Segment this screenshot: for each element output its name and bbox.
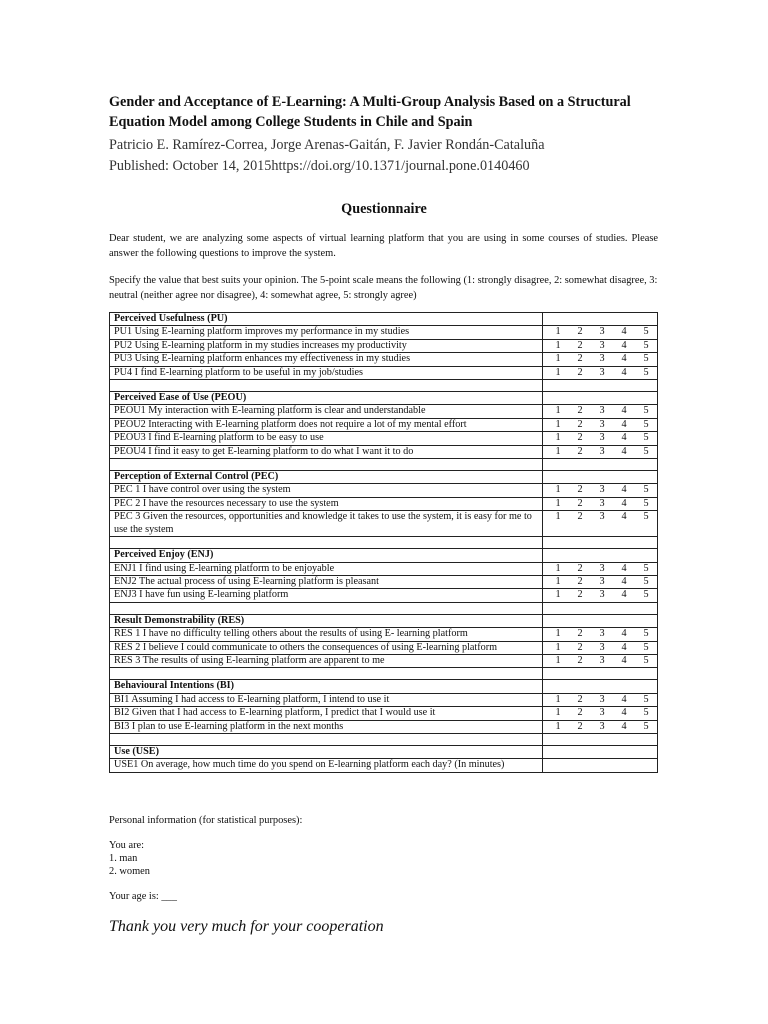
rating-scale — [543, 326, 658, 339]
scale-option-1[interactable]: 1 — [555, 484, 561, 496]
scale-option-2[interactable]: 2 — [577, 326, 583, 338]
scale-option-5[interactable]: 5 — [643, 720, 649, 732]
scale-option-1[interactable]: 1 — [555, 641, 561, 653]
question-row — [110, 432, 658, 445]
section-scale-cell — [543, 392, 658, 405]
scale-option-5[interactable]: 5 — [643, 418, 649, 430]
scale-option-5[interactable]: 5 — [643, 641, 649, 653]
scale-option-2[interactable]: 2 — [577, 353, 583, 365]
scale-option-2[interactable]: 2 — [577, 405, 583, 417]
scale-option-5[interactable]: 5 — [643, 707, 649, 719]
question-text: RES 3 The results of using E-learning platform are apparent to me — [110, 654, 543, 667]
section-scale-cell — [543, 549, 658, 562]
scale-option-2[interactable]: 2 — [577, 418, 583, 430]
rating-scale — [543, 445, 658, 458]
rating-scale — [543, 562, 658, 575]
scale-option-1[interactable]: 1 — [555, 693, 561, 705]
question-text: RES 1 I have no difficulty telling others about the results of using E- learning platform — [110, 628, 543, 641]
scale-option-1[interactable]: 1 — [555, 720, 561, 732]
section-scale-cell — [543, 680, 658, 693]
rating-scale — [543, 497, 658, 510]
section-heading: Perceived Ease of Use (PEOU) — [110, 392, 543, 405]
scale-option-2[interactable]: 2 — [577, 693, 583, 705]
section-scale-cell — [543, 313, 658, 326]
question-text: ENJ1 I find using E-learning platform to be enjoyable — [110, 562, 543, 575]
spacer-cell — [543, 733, 658, 745]
scale-option-2[interactable]: 2 — [577, 432, 583, 444]
rating-scale — [543, 654, 658, 667]
scale-option-1[interactable]: 1 — [555, 366, 561, 378]
section-header-row — [110, 680, 658, 693]
question-row — [110, 641, 658, 654]
question-text: PU2 Using E-learning platform in my studies increases my productivity — [110, 339, 543, 352]
rating-scale — [543, 353, 658, 366]
scale-option-4[interactable]: 4 — [621, 511, 627, 523]
option-women: 2. women — [109, 866, 150, 877]
scale-option-4[interactable]: 4 — [621, 353, 627, 365]
spacer-cell — [110, 380, 543, 392]
rating-scale — [543, 720, 658, 733]
spacer-cell — [110, 733, 543, 745]
question-text: PEOU1 My interaction with E-learning platform is clear and understandable — [110, 405, 543, 418]
scale-option-4[interactable]: 4 — [621, 418, 627, 430]
scale-option-2[interactable]: 2 — [577, 654, 583, 666]
scale-option-1[interactable]: 1 — [555, 707, 561, 719]
spacer-row — [110, 537, 658, 549]
section-heading: Result Demonstrability (RES) — [110, 614, 543, 627]
question-row — [110, 511, 658, 537]
scale-option-5[interactable]: 5 — [643, 432, 649, 444]
scale-option-2[interactable]: 2 — [577, 575, 583, 587]
scale-option-5[interactable]: 5 — [643, 562, 649, 574]
rating-scale — [543, 484, 658, 497]
section-header-row — [110, 313, 658, 326]
questionnaire-table — [109, 312, 658, 773]
authors-line: Patricio E. Ramírez-Correa, Jorge Arenas-Gaitán, F. Javier Rondán-Cataluña — [109, 137, 545, 153]
question-row — [110, 484, 658, 497]
scale-option-1[interactable]: 1 — [555, 654, 561, 666]
scale-option-2[interactable]: 2 — [577, 484, 583, 496]
scale-option-2[interactable]: 2 — [577, 511, 583, 523]
scale-option-3[interactable]: 3 — [599, 432, 605, 444]
scale-option-1[interactable]: 1 — [555, 575, 561, 587]
section-header-row — [110, 614, 658, 627]
scale-option-4[interactable]: 4 — [621, 445, 627, 457]
question-row — [110, 628, 658, 641]
scale-option-2[interactable]: 2 — [577, 641, 583, 653]
scale-option-4[interactable]: 4 — [621, 720, 627, 732]
scale-option-3[interactable]: 3 — [599, 720, 605, 732]
option-man: 1. man — [109, 853, 138, 864]
scale-option-2[interactable]: 2 — [577, 589, 583, 601]
intro-paragraph: Dear student, we are analyzing some aspects of virtual learning platform that you are using in some courses of studies. Please answer the following questions to improve the system. — [109, 233, 658, 259]
scale-option-4[interactable]: 4 — [621, 339, 627, 351]
scale-option-3[interactable]: 3 — [599, 353, 605, 365]
rating-scale — [543, 575, 658, 588]
scale-option-3[interactable]: 3 — [599, 628, 605, 640]
spacer-cell — [543, 668, 658, 680]
question-row — [110, 366, 658, 379]
scale-option-3[interactable]: 3 — [599, 405, 605, 417]
document-title: Gender and Acceptance of E-Learning: A Multi-Group Analysis Based on a Structural Equation Model among College Students in Chile and Spain — [109, 94, 631, 130]
scale-option-1[interactable]: 1 — [555, 326, 561, 338]
scale-option-1[interactable]: 1 — [555, 589, 561, 601]
question-text: PEC 2 I have the resources necessary to use the system — [110, 497, 543, 510]
scale-option-4[interactable]: 4 — [621, 405, 627, 417]
section-header-row — [110, 745, 658, 758]
you-are-label: You are: — [109, 840, 145, 851]
section-heading: Behavioural Intentions (BI) — [110, 680, 543, 693]
spacer-cell — [110, 537, 543, 549]
scale-option-4[interactable]: 4 — [621, 707, 627, 719]
question-text: PU3 Using E-learning platform enhances my effectiveness in my studies — [110, 353, 543, 366]
scale-option-4[interactable]: 4 — [621, 575, 627, 587]
scale-option-3[interactable]: 3 — [599, 366, 605, 378]
scale-option-1[interactable]: 1 — [555, 418, 561, 430]
spacer-row — [110, 602, 658, 614]
scale-option-1[interactable]: 1 — [555, 405, 561, 417]
scale-option-5[interactable]: 5 — [643, 339, 649, 351]
question-row — [110, 445, 658, 458]
scale-option-5[interactable]: 5 — [643, 366, 649, 378]
scale-option-2[interactable]: 2 — [577, 497, 583, 509]
scale-option-2[interactable]: 2 — [577, 707, 583, 719]
question-row — [110, 497, 658, 510]
scale-option-5[interactable]: 5 — [643, 405, 649, 417]
question-row — [110, 353, 658, 366]
scale-option-5[interactable]: 5 — [643, 497, 649, 509]
question-row — [110, 707, 658, 720]
spacer-cell — [543, 602, 658, 614]
scale-option-5[interactable]: 5 — [643, 575, 649, 587]
thanks-message: Thank you very much for your cooperation — [109, 918, 384, 935]
scale-option-5[interactable]: 5 — [643, 628, 649, 640]
question-row — [110, 720, 658, 733]
rating-scale — [543, 759, 658, 772]
section-header-row — [110, 549, 658, 562]
scale-option-3[interactable]: 3 — [599, 484, 605, 496]
scale-option-1[interactable]: 1 — [555, 511, 561, 523]
question-text: PU4 I find E-learning platform to be useful in my job/studies — [110, 366, 543, 379]
section-heading: Perception of External Control (PEC) — [110, 471, 543, 484]
question-text: PEC 3 Given the resources, opportunities and knowledge it takes to use the system, it is easy for me to use the system — [110, 511, 543, 537]
scale-option-5[interactable]: 5 — [643, 693, 649, 705]
age-field: Your age is: ___ — [109, 891, 177, 902]
scale-option-5[interactable]: 5 — [643, 353, 649, 365]
section-header-row — [110, 471, 658, 484]
personal-info-label: Personal information (for statistical purposes): — [109, 815, 303, 826]
question-row — [110, 405, 658, 418]
spacer-cell — [543, 537, 658, 549]
rating-scale — [543, 339, 658, 352]
rating-scale — [543, 432, 658, 445]
scale-option-1[interactable]: 1 — [555, 497, 561, 509]
scale-option-3[interactable]: 3 — [599, 326, 605, 338]
scale-option-4[interactable]: 4 — [621, 366, 627, 378]
scale-option-3[interactable]: 3 — [599, 562, 605, 574]
section-scale-cell — [543, 614, 658, 627]
scale-option-5[interactable]: 5 — [643, 654, 649, 666]
scale-option-4[interactable]: 4 — [621, 432, 627, 444]
scale-option-4[interactable]: 4 — [621, 654, 627, 666]
scale-option-2[interactable]: 2 — [577, 445, 583, 457]
rating-scale — [543, 628, 658, 641]
scale-option-5[interactable]: 5 — [643, 484, 649, 496]
scale-option-5[interactable]: 5 — [643, 445, 649, 457]
question-text: PEC 1 I have control over using the system — [110, 484, 543, 497]
rating-scale — [543, 641, 658, 654]
scale-option-2[interactable]: 2 — [577, 628, 583, 640]
spacer-row — [110, 459, 658, 471]
instructions-paragraph: Specify the value that best suits your opinion. The 5-point scale means the following (1: strongly disagree, 2: somewhat disagree, 3: neutral (neither agree nor disagree), 4: somewhat agree, 5: strongly agree) — [109, 275, 658, 301]
spacer-cell — [110, 668, 543, 680]
question-text: BI1 Assuming I had access to E-learning platform, I intend to use it — [110, 693, 543, 706]
question-row — [110, 654, 658, 667]
scale-option-1[interactable]: 1 — [555, 445, 561, 457]
scale-option-2[interactable]: 2 — [577, 366, 583, 378]
scale-option-4[interactable]: 4 — [621, 628, 627, 640]
question-row — [110, 418, 658, 431]
question-text: PEOU4 I find it easy to get E-learning platform to do what I want it to do — [110, 445, 543, 458]
scale-option-3[interactable]: 3 — [599, 339, 605, 351]
rating-scale — [543, 405, 658, 418]
scale-option-3[interactable]: 3 — [599, 654, 605, 666]
question-row — [110, 326, 658, 339]
question-text: PU1 Using E-learning platform improves my performance in my studies — [110, 326, 543, 339]
scale-option-5[interactable]: 5 — [643, 589, 649, 601]
scale-option-4[interactable]: 4 — [621, 641, 627, 653]
section-heading: Perceived Enjoy (ENJ) — [110, 549, 543, 562]
question-text: BI3 I plan to use E-learning platform in the next months — [110, 720, 543, 733]
scale-option-3[interactable]: 3 — [599, 497, 605, 509]
published-line: Published: October 14, 2015https://doi.org/10.1371/journal.pone.0140460 — [109, 158, 530, 174]
scale-option-4[interactable]: 4 — [621, 484, 627, 496]
spacer-cell — [110, 602, 543, 614]
scale-option-4[interactable]: 4 — [621, 326, 627, 338]
scale-option-3[interactable]: 3 — [599, 693, 605, 705]
scale-option-3[interactable]: 3 — [599, 418, 605, 430]
scale-option-3[interactable]: 3 — [599, 575, 605, 587]
rating-scale — [543, 693, 658, 706]
spacer-row — [110, 380, 658, 392]
question-text: PEOU2 Interacting with E-learning platform does not require a lot of my mental effort — [110, 418, 543, 431]
scale-option-3[interactable]: 3 — [599, 445, 605, 457]
question-text: PEOU3 I find E-learning platform to be easy to use — [110, 432, 543, 445]
question-row — [110, 589, 658, 602]
scale-option-1[interactable]: 1 — [555, 628, 561, 640]
scale-option-1[interactable]: 1 — [555, 339, 561, 351]
question-text: BI2 Given that I had access to E-learning platform, I predict that I would use it — [110, 707, 543, 720]
question-text: RES 2 I believe I could communicate to others the consequences of using E-learning platform — [110, 641, 543, 654]
scale-option-1[interactable]: 1 — [555, 562, 561, 574]
section-header-row — [110, 392, 658, 405]
spacer-cell — [543, 459, 658, 471]
scale-option-5[interactable]: 5 — [643, 326, 649, 338]
scale-option-1[interactable]: 1 — [555, 432, 561, 444]
spacer-cell — [110, 459, 543, 471]
question-row — [110, 575, 658, 588]
rating-scale — [543, 418, 658, 431]
question-text: ENJ3 I have fun using E-learning platform — [110, 589, 543, 602]
scale-option-1[interactable]: 1 — [555, 353, 561, 365]
section-heading: Use (USE) — [110, 745, 543, 758]
section-scale-cell — [543, 471, 658, 484]
rating-scale — [543, 511, 658, 537]
question-row — [110, 339, 658, 352]
scale-option-3[interactable]: 3 — [599, 589, 605, 601]
spacer-cell — [543, 380, 658, 392]
question-row — [110, 693, 658, 706]
question-row — [110, 562, 658, 575]
question-text: ENJ2 The actual process of using E-learning platform is pleasant — [110, 575, 543, 588]
section-scale-cell — [543, 745, 658, 758]
rating-scale — [543, 589, 658, 602]
rating-scale — [543, 366, 658, 379]
spacer-row — [110, 668, 658, 680]
scale-option-3[interactable]: 3 — [599, 707, 605, 719]
question-text: USE1 On average, how much time do you spend on E-learning platform each day? (In minutes) — [110, 759, 543, 772]
spacer-row — [110, 733, 658, 745]
question-row — [110, 759, 658, 772]
questionnaire-heading: Questionnaire — [341, 201, 427, 217]
scale-option-4[interactable]: 4 — [621, 497, 627, 509]
rating-scale — [543, 707, 658, 720]
scale-option-4[interactable]: 4 — [621, 562, 627, 574]
scale-option-2[interactable]: 2 — [577, 339, 583, 351]
scale-option-5[interactable]: 5 — [643, 511, 649, 523]
scale-option-3[interactable]: 3 — [599, 641, 605, 653]
scale-option-3[interactable]: 3 — [599, 511, 605, 523]
scale-option-2[interactable]: 2 — [577, 562, 583, 574]
scale-option-4[interactable]: 4 — [621, 693, 627, 705]
scale-option-2[interactable]: 2 — [577, 720, 583, 732]
section-heading: Perceived Usefulness (PU) — [110, 313, 543, 326]
scale-option-4[interactable]: 4 — [621, 589, 627, 601]
